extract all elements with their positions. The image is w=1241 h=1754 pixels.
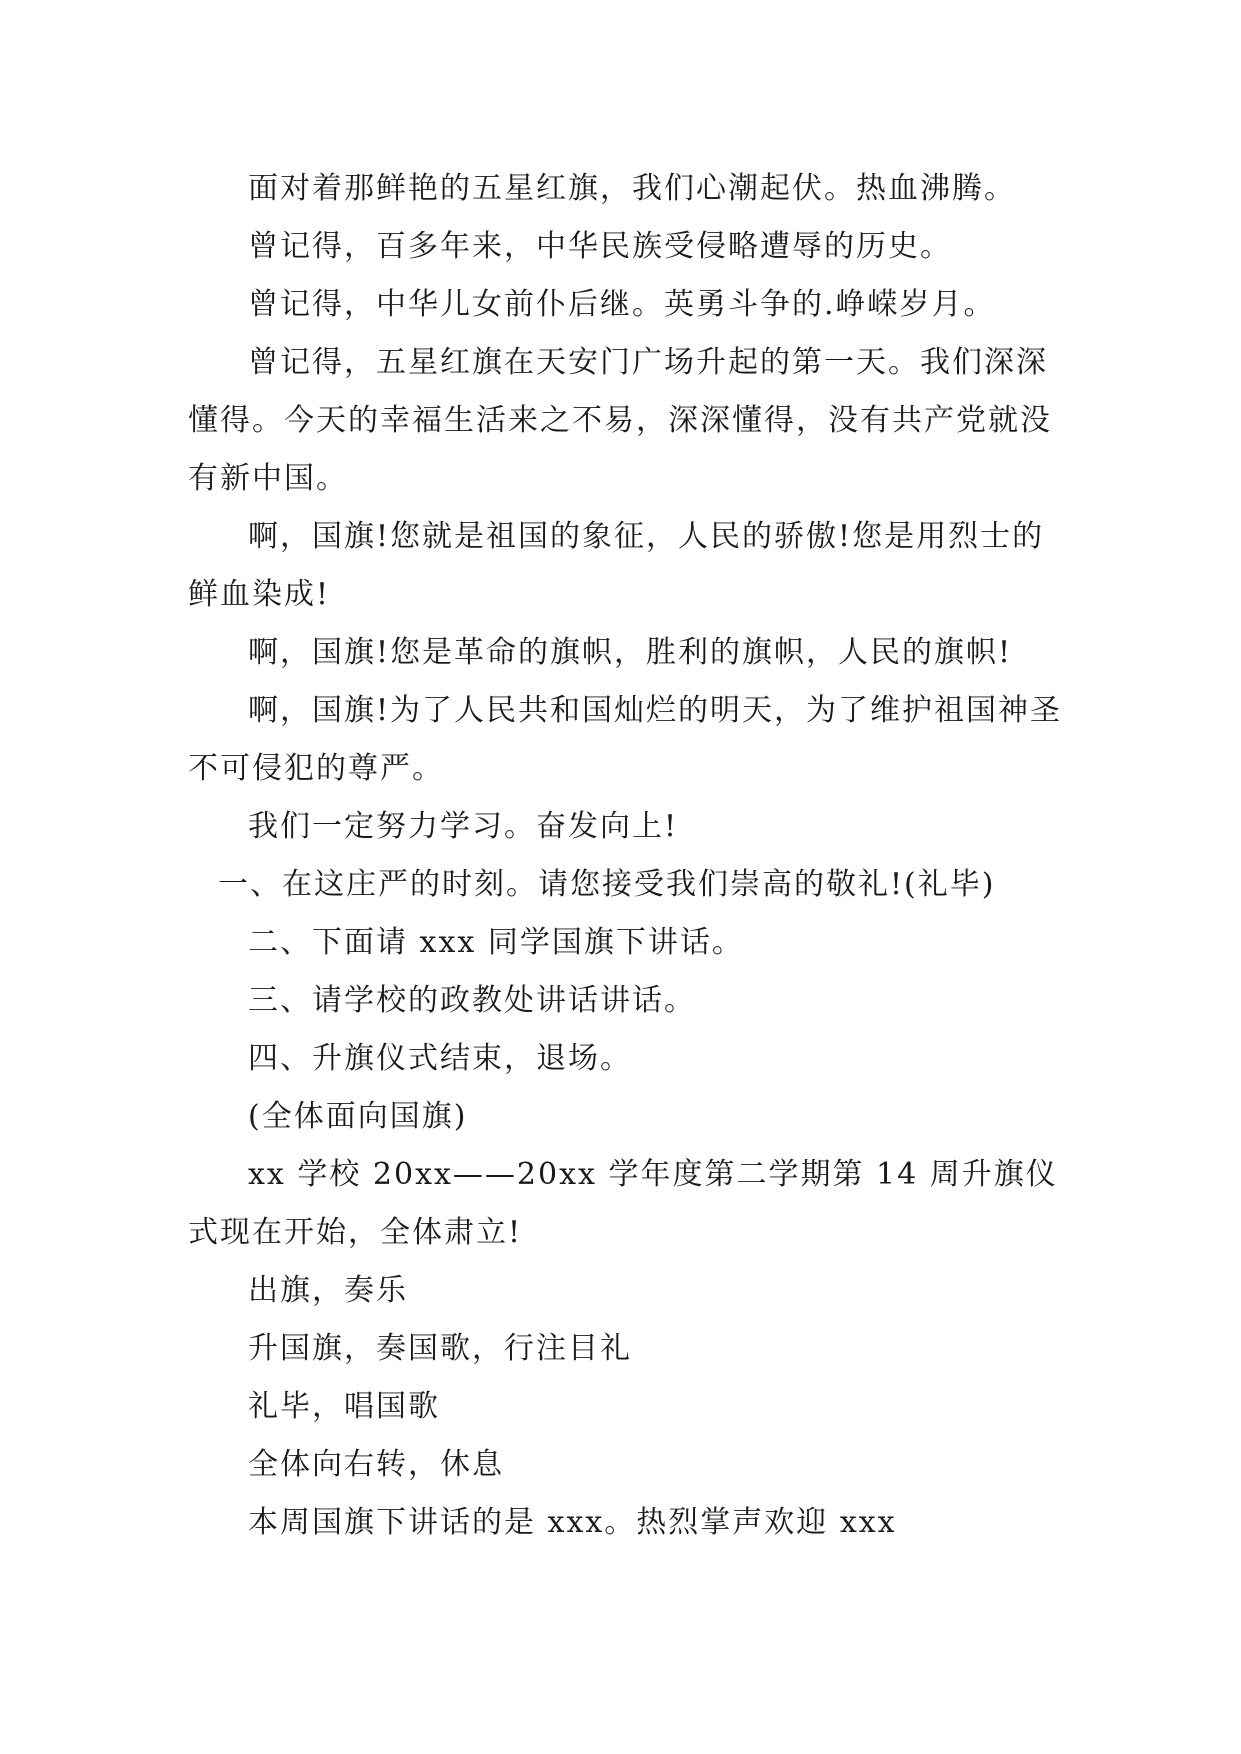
- paragraph: 出旗，奏乐: [248, 1273, 408, 1308]
- paragraph: 我们一定努力学习。奋发向上!: [248, 809, 679, 844]
- document-body: [188, 160, 1068, 1552]
- paragraph: 曾记得，百多年来，中华民族受侵略遭辱的历史。: [248, 229, 952, 264]
- paragraph: 面对着那鲜艳的五星红旗，我们心潮起伏。热血沸腾。: [248, 171, 1016, 206]
- paragraph: 四、升旗仪式结束，退场。: [248, 1041, 632, 1076]
- paragraph: (全体面向国旗): [248, 1099, 468, 1134]
- paragraph: 啊，国旗!为了人民共和国灿烂的明天，为了维护祖国神圣不可侵犯的尊严。: [188, 693, 1063, 786]
- paragraph: 全体向右转，休息: [248, 1447, 504, 1482]
- paragraph: 啊，国旗!您就是祖国的象征，人民的骄傲!您是用烈士的鲜血染成!: [188, 519, 1045, 612]
- paragraph: 三、请学校的政教处讲话讲话。: [248, 983, 696, 1018]
- paragraph: 礼毕，唱国歌: [248, 1389, 440, 1424]
- paragraph: 升国旗，奏国歌，行注目礼: [248, 1331, 632, 1366]
- paragraph: 啊，国旗!您是革命的旗帜，胜利的旗帜，人民的旗帜!: [248, 635, 1013, 670]
- paragraph: xx 学校 20xx——20xx 学年度第二学期第 14 周升旗仪式现在开始，全体肃立!: [188, 1157, 1058, 1250]
- paragraph: 一、在这庄严的时刻。请您接受我们崇高的敬礼!(礼毕): [218, 867, 996, 902]
- paragraph: 曾记得，五星红旗在天安门广场升起的第一天。我们深深懂得。今天的幸福生活来之不易，深深懂得，没有共产党就没有新中国。: [188, 345, 1052, 496]
- paragraph: 二、下面请 xxx 同学国旗下讲话。: [248, 925, 744, 960]
- paragraph: 本周国旗下讲话的是 xxx。热烈掌声欢迎 xxx: [248, 1505, 897, 1540]
- paragraph: 曾记得，中华儿女前仆后继。英勇斗争的.峥嵘岁月。: [248, 287, 996, 322]
